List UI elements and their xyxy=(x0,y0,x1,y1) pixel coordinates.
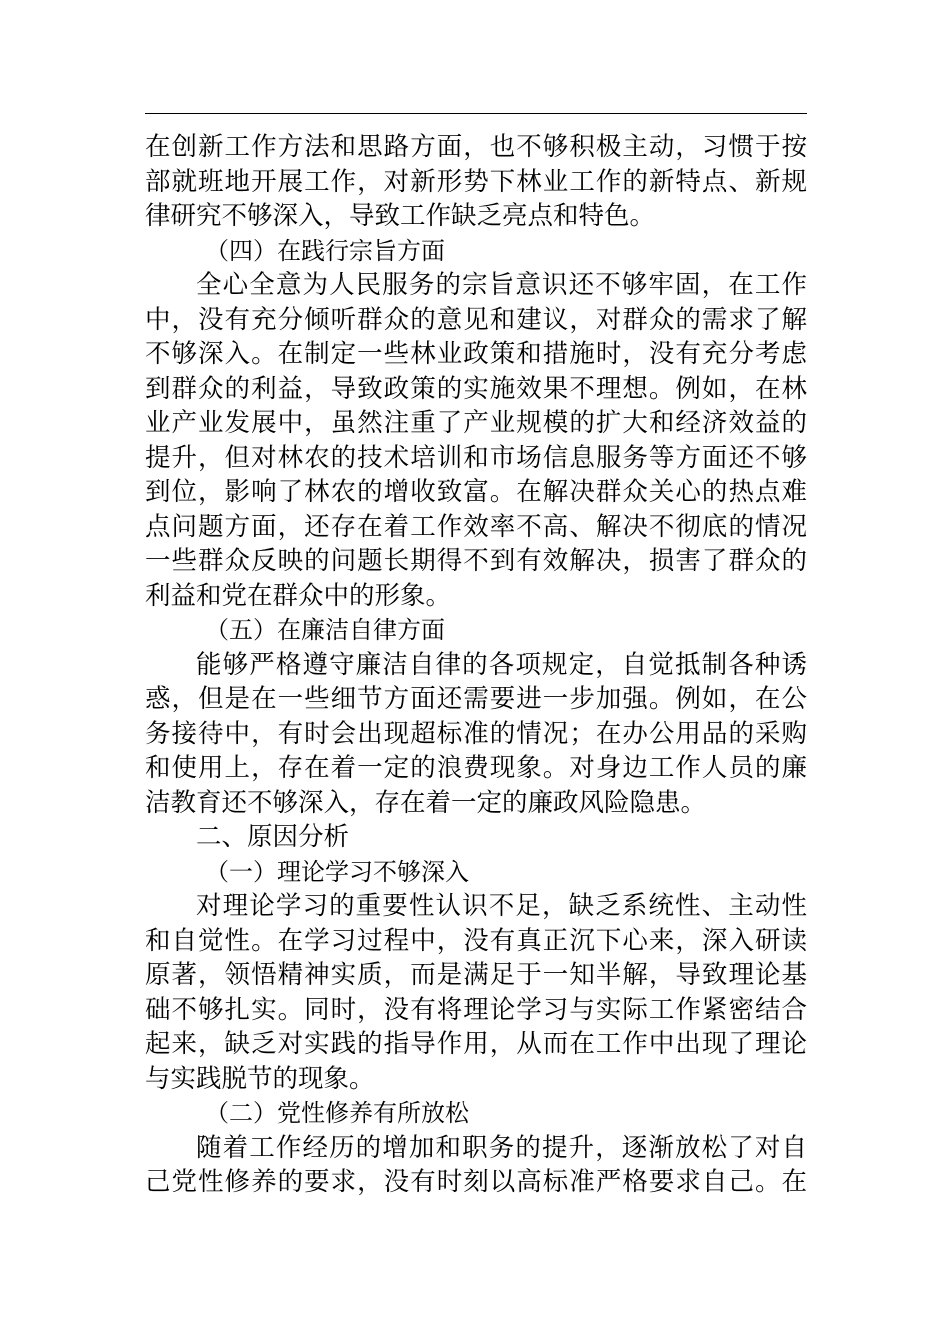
text-line: 律研究不够深入，导致工作缺乏亮点和特色。 xyxy=(145,201,656,231)
text-line: 在创新工作方法和思路方面，也不够积极主动，习惯于按 xyxy=(145,132,807,162)
text-line: 能够严格遵守廉洁自律的各项规定，自觉抵制各种诱 xyxy=(196,649,807,680)
text-line: 础不够扎实。同时，没有将理论学习与实际工作紧密结合 xyxy=(145,994,807,1025)
section-subheading: （四）在践行宗旨方面 xyxy=(205,236,445,265)
text-line: 与实践脱节的现象。 xyxy=(145,1063,375,1094)
section-subheading: （二）党性修养有所放松 xyxy=(205,1099,469,1127)
section-subheading: （五）在廉洁自律方面 xyxy=(205,616,445,644)
text-line: 起来，缺乏对实践的指导作用，从而在工作中出现了理论 xyxy=(145,1029,807,1059)
text-line: 和使用上，存在着一定的浪费现象。对身边工作人员的廉 xyxy=(145,753,807,783)
text-line: 全心全意为人民服务的宗旨意识还不够牢固，在工作 xyxy=(196,270,807,300)
text-line: 原著，领悟精神实质，而是满足于一知半解，导致理论基 xyxy=(145,960,807,990)
text-line: 务接待中，有时会出现超标准的情况；在办公用品的采购 xyxy=(145,718,807,749)
text-line: 己党性修养的要求，没有时刻以高标准严格要求自己。在 xyxy=(145,1167,807,1197)
text-line: 部就班地开展工作，对新形势下林业工作的新特点、新规 xyxy=(145,166,807,197)
text-line: 业产业发展中，虽然注重了产业规模的扩大和经济效益的 xyxy=(145,408,807,438)
text-line: 惑，但是在一些细节方面还需要进一步加强。例如，在公 xyxy=(145,684,807,714)
text-line: 点问题方面，还存在着工作效率不高、解决不彻底的情况 xyxy=(145,511,807,542)
text-line: 中，没有充分倾听群众的意见和建议，对群众的需求了解 xyxy=(145,304,807,335)
document-body xyxy=(145,130,807,1200)
text-line: 到群众的利益，导致政策的实施效果不理想。例如，在林 xyxy=(145,373,807,404)
text-line: 提升，但对林农的技术培训和市场信息服务等方面还不够 xyxy=(145,442,807,473)
text-line: 随着工作经历的增加和职务的提升，逐渐放松了对自 xyxy=(196,1132,807,1163)
text-line: 到位，影响了林农的增收致富。在解决群众关心的热点难 xyxy=(145,477,807,507)
text-line: 一些群众反映的问题长期得不到有效解决，损害了群众的 xyxy=(145,546,807,576)
section-heading: 二、原因分析 xyxy=(196,822,350,852)
section-subheading: （一）理论学习不够深入 xyxy=(205,857,469,886)
text-line: 对理论学习的重要性认识不足，缺乏系统性、主动性 xyxy=(196,891,807,921)
header-divider xyxy=(145,113,807,114)
text-line: 利益和党在群众中的形象。 xyxy=(145,580,452,611)
text-line: 和自觉性。在学习过程中，没有真正沉下心来，深入研读 xyxy=(145,925,807,956)
text-line: 不够深入。在制定一些林业政策和措施时，没有充分考虑 xyxy=(145,339,807,369)
text-line: 洁教育还不够深入，存在着一定的廉政风险隐患。 xyxy=(145,787,707,818)
